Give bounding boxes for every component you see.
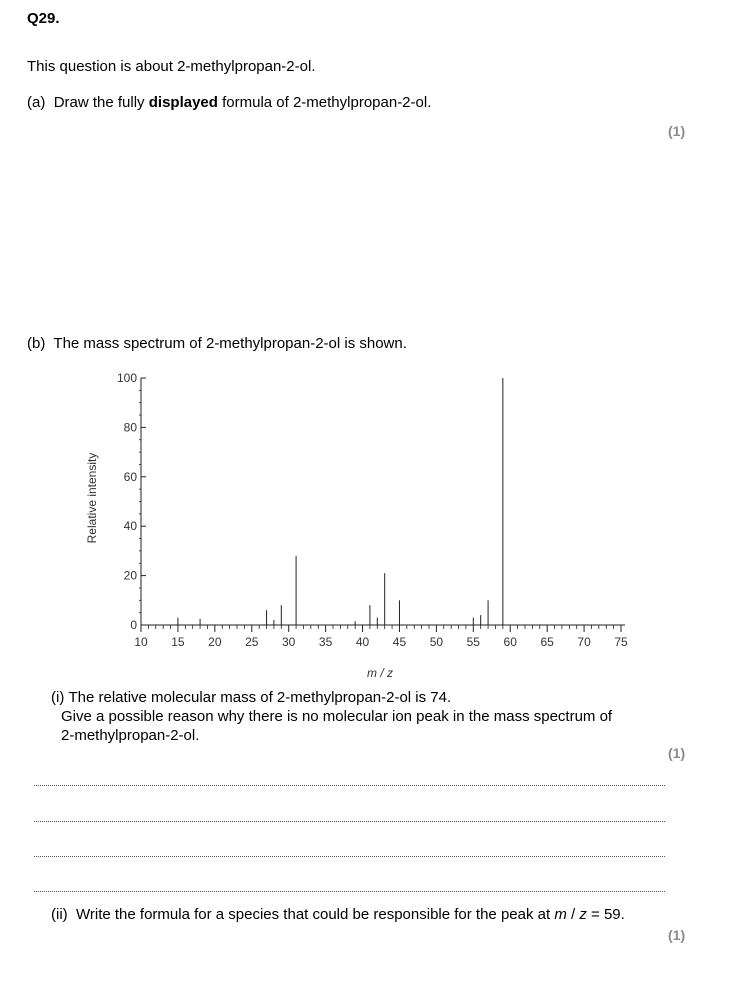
x-tick-label: 15 (171, 635, 185, 649)
x-tick-label: 30 (282, 635, 296, 649)
part-b-ii-prompt (51, 906, 625, 923)
x-tick-label: 60 (503, 635, 517, 649)
part-b-i-label: (i) (51, 689, 65, 706)
y-tick-label: 40 (123, 519, 137, 534)
question-number: Q29. (27, 10, 60, 27)
y-tick-label: 0 (130, 618, 137, 632)
part-b-i-marks: (1) (668, 745, 686, 761)
x-tick-label: 65 (540, 635, 554, 649)
part-b-ii-text-after: = 59. (586, 906, 625, 923)
answer-line-4[interactable] (34, 891, 665, 892)
answer-line-2[interactable] (34, 821, 665, 822)
part-a-prompt (27, 94, 431, 111)
x-tick-label: 35 (318, 635, 333, 649)
part-b-text: The mass spectrum of 2-methylpropan-2-ol is shown. (53, 335, 407, 352)
y-tick-label: 100 (116, 371, 137, 385)
part-a-text-before: Draw the fully (53, 94, 149, 111)
part-b-ii-slash: / (566, 906, 580, 923)
part-b-ii-z: z (579, 906, 587, 923)
x-tick-label: 45 (392, 635, 407, 649)
part-b-i-prompt (51, 688, 691, 745)
x-tick-label: 25 (245, 635, 259, 649)
part-b-i-line1: The relative molecular mass of 2-methylpropan-2-ol is 74. (68, 689, 452, 706)
part-b-ii-label: (ii) (51, 906, 68, 923)
answer-line-1[interactable] (34, 785, 665, 786)
part-b-prompt (27, 335, 407, 352)
part-a-text-after: formula of 2-methylpropan-2-ol. (217, 94, 432, 111)
y-axis-label: Relative intensity (85, 452, 99, 544)
x-tick-label: 10 (134, 635, 148, 649)
part-b-i-line3: 2-methylpropan-2-ol. (61, 727, 200, 744)
part-b-i-line2: Give a possible reason why there is no molecular ion peak in the mass spectrum of (61, 708, 613, 725)
y-tick-label: 60 (123, 469, 137, 484)
mass-spectrum-chart (0, 360, 738, 690)
part-b-ii-m: m (554, 906, 567, 923)
x-axis-label: m / z (367, 666, 393, 680)
x-tick-label: 40 (355, 635, 370, 649)
y-tick-label: 20 (123, 568, 137, 583)
x-tick-label: 20 (208, 635, 222, 649)
part-b-ii-text-before: Write the formula for a species that could be responsible for the peak at (76, 906, 555, 923)
part-b-label: (b) (27, 335, 46, 352)
x-tick-label: 75 (614, 635, 628, 649)
part-b-ii-marks: (1) (668, 927, 686, 943)
part-a-marks: (1) (668, 123, 686, 139)
y-tick-label: 80 (123, 420, 137, 435)
part-a-text-bold: displayed (148, 94, 218, 111)
question-intro: This question is about 2-methylpropan-2-ol. (27, 58, 316, 75)
part-a-label: (a) (27, 94, 46, 111)
x-tick-label: 70 (577, 635, 591, 649)
x-tick-label: 50 (429, 635, 444, 649)
answer-line-3[interactable] (34, 856, 665, 857)
x-tick-label: 55 (466, 635, 480, 649)
